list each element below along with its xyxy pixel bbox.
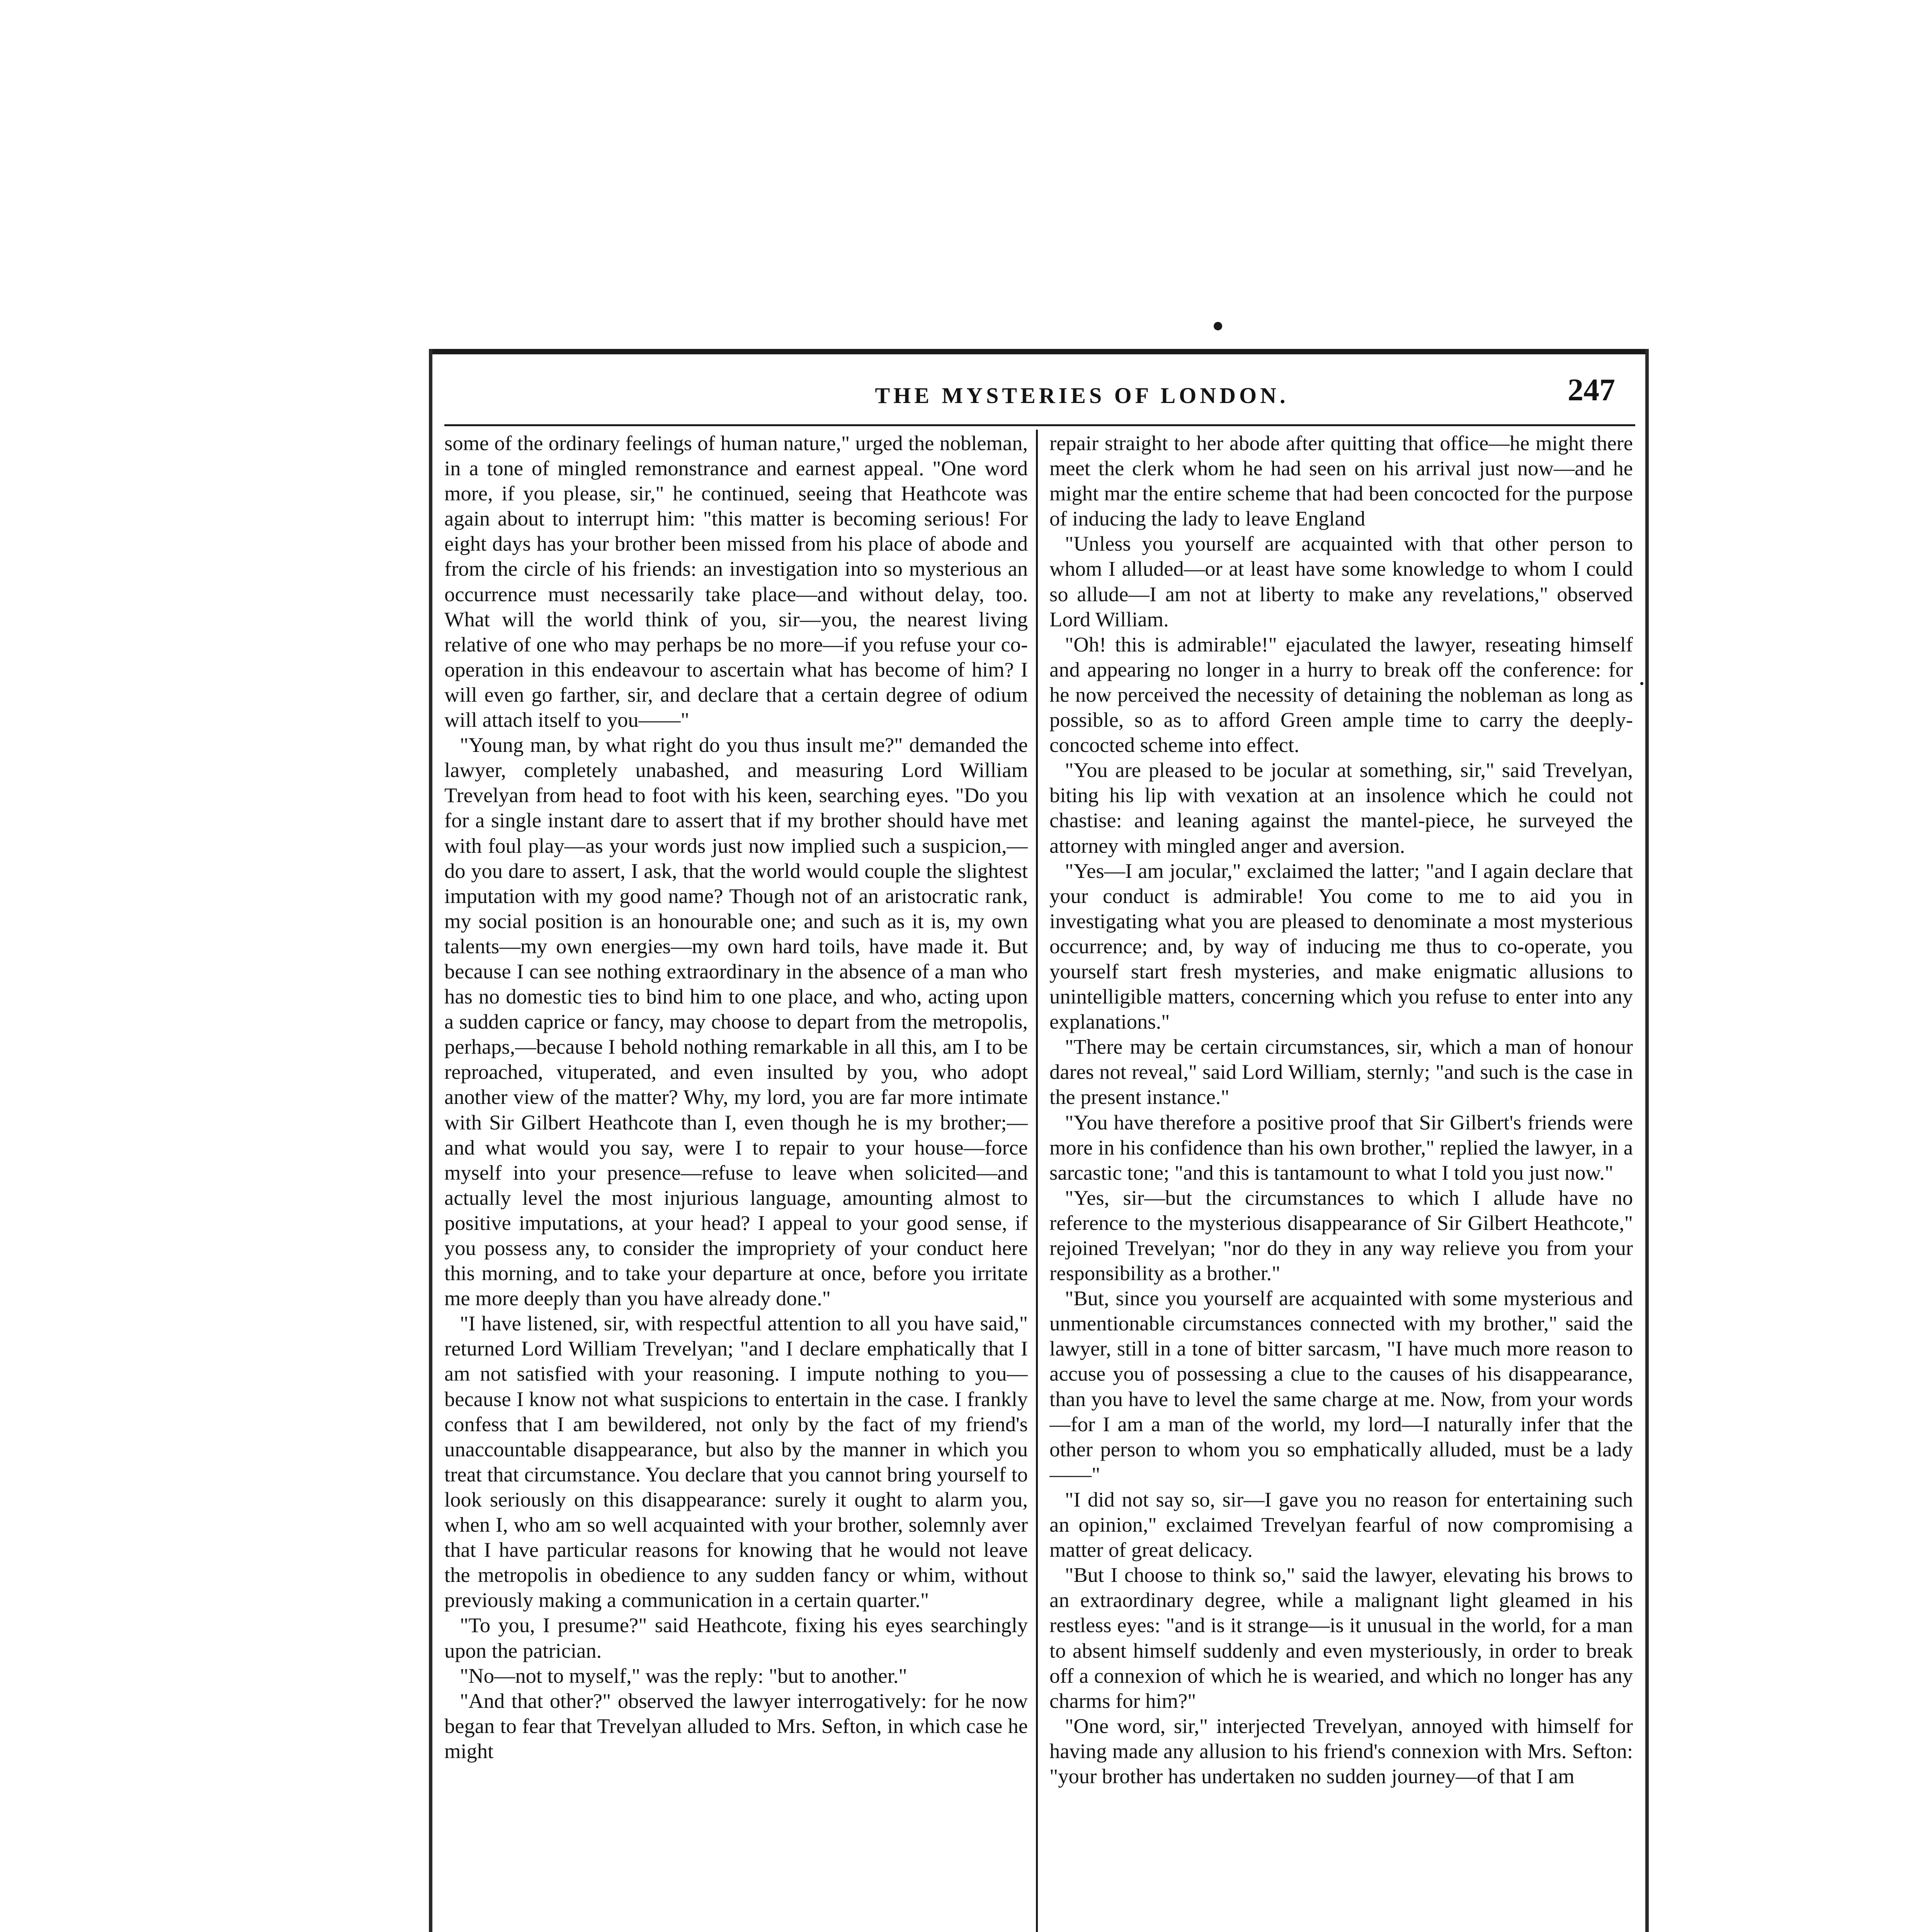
paragraph: "To you, I presume?" said Heathcote, fixing his eyes searchingly upon the patrician. [444, 1613, 1028, 1662]
paragraph: "There may be certain circumstances, sir, which a man of honour dares not reveal," said Lord William, sternly; "and such is the case in the present instance." [1049, 1035, 1633, 1109]
paragraph: "But, since you yourself are acquainted with some mysterious and unmentionable circumstances connected with my brother," said the lawyer, still in a tone of bitter sarcasm, "I have much more reason to accuse you of possessing a clue to the causes of his disappearance, than you have to level the same charge at me. Now, from your words—for I am a man of the world, my lord—I naturally infer that the other person to whom you so emphatically alluded, must be a lady——" [1049, 1286, 1633, 1486]
paragraph: "One word, sir," interjected Trevelyan, annoyed with himself for having made any allusion to his friend's connexion with Mrs. Sefton: "your brother has undertaken no sudden journey—of that I am [1049, 1714, 1633, 1788]
paragraph: "But I choose to think so," said the lawyer, elevating his brows to an extraordinary degree, while a malignant light gleamed in his restless eyes: "and is it strange—is it unusual in the world, for a man to absent himself suddenly and even mysteriously, in order to break off a connexion of which he is wearied, and which no longer has any charms for him?" [1049, 1563, 1633, 1713]
paragraph: "Yes, sir—but the circumstances to which I allude have no reference to the mysterious disappearance of Sir Gilbert Heathcote," rejoined Trevelyan; "nor do they in any way relieve you from your responsibility as a brother." [1049, 1185, 1633, 1285]
paragraph: "And that other?" observed the lawyer interrogatively: for he now began to fear that Trevelyan alluded to Mrs. Sefton, in which case he might [444, 1689, 1028, 1763]
ink-speck [1640, 682, 1643, 685]
left-column [444, 430, 1028, 1932]
header-rule [444, 424, 1635, 426]
paragraph: "Unless you yourself are acquainted with that other person to whom I alluded—or at least have some knowledge to whom I could so allude—I am not at liberty to make any revelations," observed Lord William. [1049, 532, 1633, 631]
paragraph: "I have listened, sir, with respectful attention to all you have said," returned Lord William Trevelyan; "and I declare emphatically that I am not satisfied with your reasoning. I impute nothing to you—because I know not what suspicions to entertain in the case. I frankly confess that I am bewildered, not only by the fact of my friend's unaccountable disappearance, but also by the manner in which you treat that circumstance. You declare that you cannot bring yourself to look seriously on this disappearance: surely it ought to alarm you, when I, who am so well acquainted with your brother, solemnly aver that I have particular reasons for knowing that he would not leave the metropolis in obedience to any sudden fancy or whim, without previously making a communication in a certain quarter." [444, 1311, 1028, 1612]
running-title: THE MYSTERIES OF LONDON. [875, 383, 1289, 408]
page-border-right [1645, 349, 1649, 1932]
page-border-top [429, 349, 1648, 354]
paragraph: "Oh! this is admirable!" ejaculated the lawyer, reseating himself and appearing no longer in a hurry to break off the conference: for he now perceived the necessity of detaining the nobleman as long as possible, so as to afford Green ample time to carry the deeply-concocted scheme into effect. [1049, 632, 1633, 757]
paragraph: "Yes—I am jocular," exclaimed the latter; "and I again declare that your conduct is admirable! You come to me to aid you in investigating what you are pleased to denominate a most mysterious occurrence; and, by way of inducing me thus to co-operate, you yourself start fresh mysteries, and make enigmatic allusions to unintelligible matters, concerning which you refuse to enter into any explanations." [1049, 859, 1633, 1034]
column-divider [1036, 430, 1038, 1932]
paragraph: "You are pleased to be jocular at something, sir," said Trevelyan, biting his lip with vexation at an insolence which he could not chastise: and leaning against the mantel-piece, he surveyed the attorney with mingled anger and aversion. [1049, 758, 1633, 857]
paragraph: "Young man, by what right do you thus insult me?" demanded the lawyer, completely unabashed, and measuring Lord William Trevelyan from head to foot with his keen, searching eyes. "Do you for a single instant dare to assert that if my brother should have met with foul play—as your words just now implied such a suspicion,—do you dare to assert, I ask, that the world would couple the slightest imputation with my good name? Though not of an aristocratic rank, my social position is an honourable one; and such as it is, my own talents—my own energies—my own hard toils, have made it. But because I can see nothing extraordinary in the absence of a man who has no domestic ties to bind him to one place, and who, acting upon a sudden caprice or fancy, may choose to depart from the metropolis, perhaps,—because I behold nothing remarkable in all this, am I to be reproached, vituperated, and even insulted by you, who adopt another view of the matter? Why, my lord, you are far more intimate with Sir Gilbert Heathcote than I, even though he is my brother;—and what would you say, were I to repair to your house—force myself into your presence—refuse to leave when solicited—and actually level the most injurious language, amounting almost to positive imputations, at your head? I appeal to your good sense, if you possess any, to consider the impropriety of your conduct here this morning, and to take your departure at once, before you irritate me more deeply than you have already done." [444, 733, 1028, 1310]
paragraph: "You have therefore a positive proof that Sir Gilbert's friends were more in his confidence than his own brother," replied the lawyer, in a sarcastic tone; "and this is tantamount to what I told you just now." [1049, 1110, 1633, 1184]
paragraph: "No—not to myself," was the reply: "but to another." [460, 1663, 907, 1687]
ink-speck [1214, 322, 1222, 330]
paragraph: some of the ordinary feelings of human nature," urged the nobleman, in a tone of mingled remonstrance and earnest appeal. "One word more, if you please, sir," he continued, seeing that Heathcote was again about to interrupt him: "this matter is becoming serious! For eight days has your brother been missed from his place of abode and from the circle of his friends: an investigation into so mysterious an occurrence must necessarily take place—and without delay, too. What will the world think of you, sir—you, the nearest living relative of one who may perhaps be no more—if you refuse your co-operation in this endeavour to ascertain what has become of him? I will even go farther, sir, and declare that a certain degree of odium will attach itself to you——" [444, 431, 1028, 732]
paragraph: repair straight to her abode after quitting that office—he might there meet the clerk whom he had seen on his arrival just now—and he might mar the entire scheme that had been concocted for the purpose of inducing the lady to leave England [1049, 431, 1633, 531]
page-number: 247 [1568, 372, 1615, 407]
right-column [1049, 430, 1633, 1932]
page-border-left [429, 349, 432, 1932]
paragraph: "I did not say so, sir—I gave you no reason for entertaining such an opinion," exclaimed Trevelyan fearful of now compromising a matter of great delicacy. [1049, 1487, 1633, 1562]
